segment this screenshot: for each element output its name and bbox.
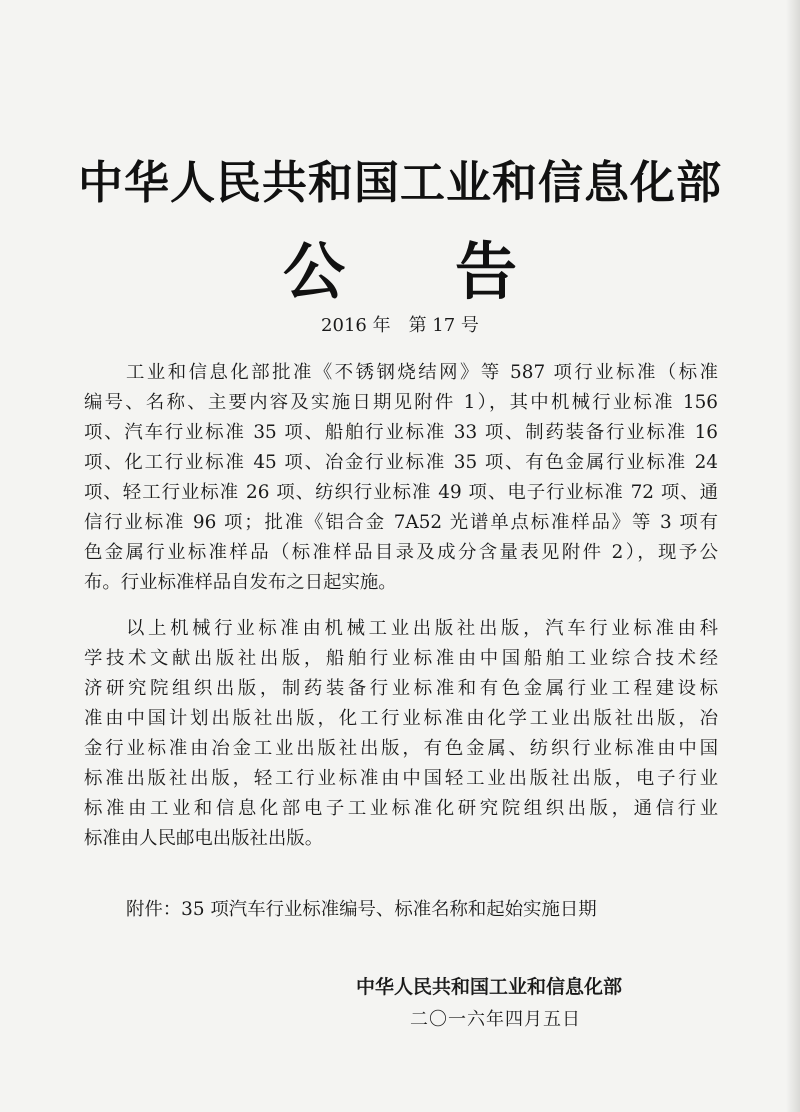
attachment-note: 附件：35 项汽车行业标准编号、标准名称和起始实施日期: [126, 899, 597, 920]
notice-title: 公告: [282, 235, 627, 308]
paragraph-line: 标准由工业和信息化部电子工业标准化研究院组织出版，通信行业: [84, 798, 718, 819]
ministry-title: 中华人民共和国工业和信息化部: [77, 156, 722, 209]
document-number: 2016 年 第 17 号: [321, 315, 479, 336]
paragraph-line: 信行业标准 96 项；批准《铝合金 7A52 光谱单点标准样品》等 3 项有: [84, 512, 718, 533]
paragraph-line: 学技术文献出版社出版，船舶行业标准由中国船舶工业综合技术经: [84, 648, 718, 669]
paragraph-line: 项、化工行业标准 45 项、冶金行业标准 35 项、有色金属行业标准 24: [84, 452, 718, 473]
signature-organization: 中华人民共和国工业和信息化部: [356, 976, 623, 998]
signature-date: 二〇一六年四月五日: [410, 1009, 581, 1030]
paragraph-approval: [84, 358, 718, 598]
paragraph-line: 布。行业标准样品自发布之日起实施。: [84, 572, 397, 593]
paragraph-line: 济研究院组织出版，制药装备行业标准和有色金属行业工程建设标: [84, 678, 718, 699]
paragraph-line: 色金属行业标准样品（标准样品目录及成分含量表见附件 2），现予公: [84, 542, 718, 563]
paragraph-line: 标准出版社出版，轻工行业标准由中国轻工业出版社出版，电子行业: [84, 768, 718, 789]
paragraph-line: 项、轻工行业标准 26 项、纺织行业标准 49 项、电子行业标准 72 项、通: [84, 482, 718, 503]
paragraph-line: 标准由人民邮电出版社出版。: [84, 828, 324, 849]
paragraph-line: 以上机械行业标准由机械工业出版社出版，汽车行业标准由科: [126, 618, 718, 639]
paragraph-line: 金行业标准由冶金工业出版社出版，有色金属、纺织行业标准由中国: [84, 738, 718, 759]
paragraph-line: 工业和信息化部批准《不锈钢烧结网》等 587 项行业标准（标准: [126, 362, 718, 383]
paragraph-line: 编号、名称、主要内容及实施日期见附件 1），其中机械行业标准 156: [84, 392, 718, 413]
paragraph-publishers: [84, 614, 718, 854]
paragraph-line: 准由中国计划出版社出版，化工行业标准由化学工业出版社出版，冶: [84, 708, 718, 729]
paragraph-line: 项、汽车行业标准 35 项、船舶行业标准 33 项、制药装备行业标准 16: [84, 422, 718, 443]
